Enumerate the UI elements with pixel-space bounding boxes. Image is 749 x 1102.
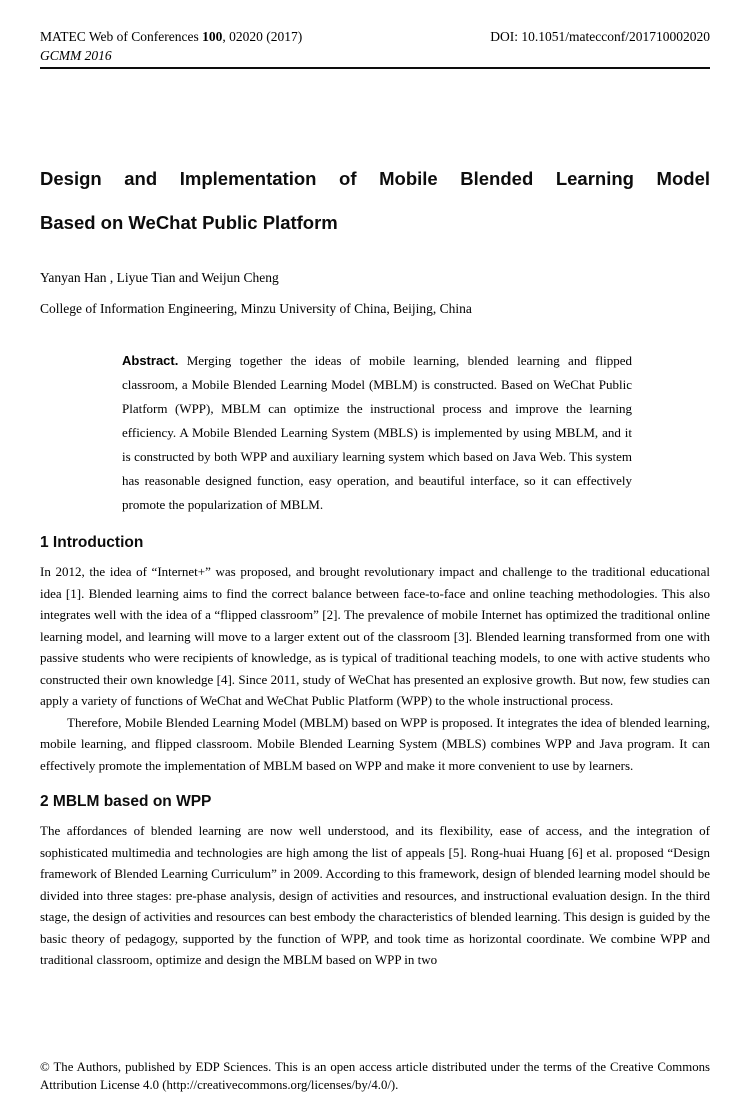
journal-citation	[40, 28, 302, 45]
journal-volume: 100	[202, 29, 223, 44]
section-heading-introduction: 1 Introduction	[40, 534, 144, 551]
authors-line: Yanyan Han , Liyue Tian and Weijun Cheng	[40, 270, 279, 285]
conference-name: GCMM 2016	[40, 48, 112, 63]
paragraph: In 2012, the idea of “Internet+” was proposed, and brought revolutionary impact and challenge to the traditional educational idea [1]. Blended learning aims to find the correct balance between face-to-face and online teaching methodologies. This also integrates well with the idea of a “flipped classroom” [2]. The prevalence of mobile Internet has optimized the traditional online learning model, and learning will move to a larger extent out of the classroom [3]. Blended learning transformed from one with passive students who were recipients of knowledge, as is typical of traditional teaching models, to one with active students who constructed their own knowledge [4]. Since 2011, study of WeChat has presented an explosive growth. But now, few studies can apply a variety of functions of WeChat and WeChat Public Platform (WPP) to the whole instructional process.	[40, 564, 710, 708]
page-header	[40, 28, 710, 69]
page-footer	[40, 1058, 710, 1094]
journal-name: MATEC Web of Conferences	[40, 29, 203, 44]
article-title	[40, 157, 710, 245]
abstract-text: Merging together the ideas of mobile learning, blended learning and flipped classroom, a Mobile Blended Learning Model (MBLM) is constructed. Based on WeChat Public Platform (WPP), MBLM can optimize the instructional process and improve the learning efficiency. A Mobile Blended Learning System (MBLS) is implemented by using MBLM, and it is constructed by both WPP and auxiliary learning system which based on Java Web. This system has reasonable designed function, easy operation, and beautiful interface, so it can effectively promote the popularization of MBLM.	[122, 353, 632, 512]
copyright-text: © The Authors, published by EDP Sciences. This is an open access article distributed under the terms of the Creative Commons Attribution License 4.0 (http://creativecommons.org/licenses/by/4.0/).	[40, 1060, 710, 1092]
journal-issue: , 02020 (2017)	[222, 29, 303, 44]
section-heading-mblm: 2 MBLM based on WPP	[40, 793, 212, 810]
paragraph: Therefore, Mobile Blended Learning Model (MBLM) based on WPP is proposed. It integrates the idea of blended learning, mobile learning, and flipped classroom. Mobile Blended Learning System (MBLS) combines WPP and Java program. It can effectively promote the implementation of MBLM based on WPP and make it more convenient to use by learners.	[40, 714, 710, 773]
header-divider	[40, 67, 710, 69]
abstract-block	[122, 349, 632, 517]
paragraph: The affordances of blended learning are now well understood, and its flexibility, ease of access, and the integration of sophisticated multimedia and technologies are high among the list of appeals [5]. Rong-huai Huang [6] et al. proposed “Design framework of Blended Learning Curriculum” in 2009. According to this framework, design of blended learning model should be divided into three stages: pre-phase analysis, design of activities and resources, and instructional evaluation design. In the third stage, the design of activities and resources can best embody the characteristics of blended learning. This design is guided by the basic theory of pedagogy, supported by the function of WPP, and took time as horizontal coordinate. We combine WPP and traditional classroom, optimize and design the MBLM based on WPP in two	[40, 823, 710, 967]
doi-text: DOI: 10.1051/matecconf/201710002020	[490, 29, 710, 44]
title-line-2: Based on WeChat Public Platform	[40, 212, 338, 233]
abstract-label: Abstract.	[122, 353, 179, 368]
title-line-1: Design and Implementation of Mobile Blended Learning Model	[40, 168, 710, 189]
affiliation-line: College of Information Engineering, Minzu University of China, Beijing, China	[40, 301, 472, 316]
